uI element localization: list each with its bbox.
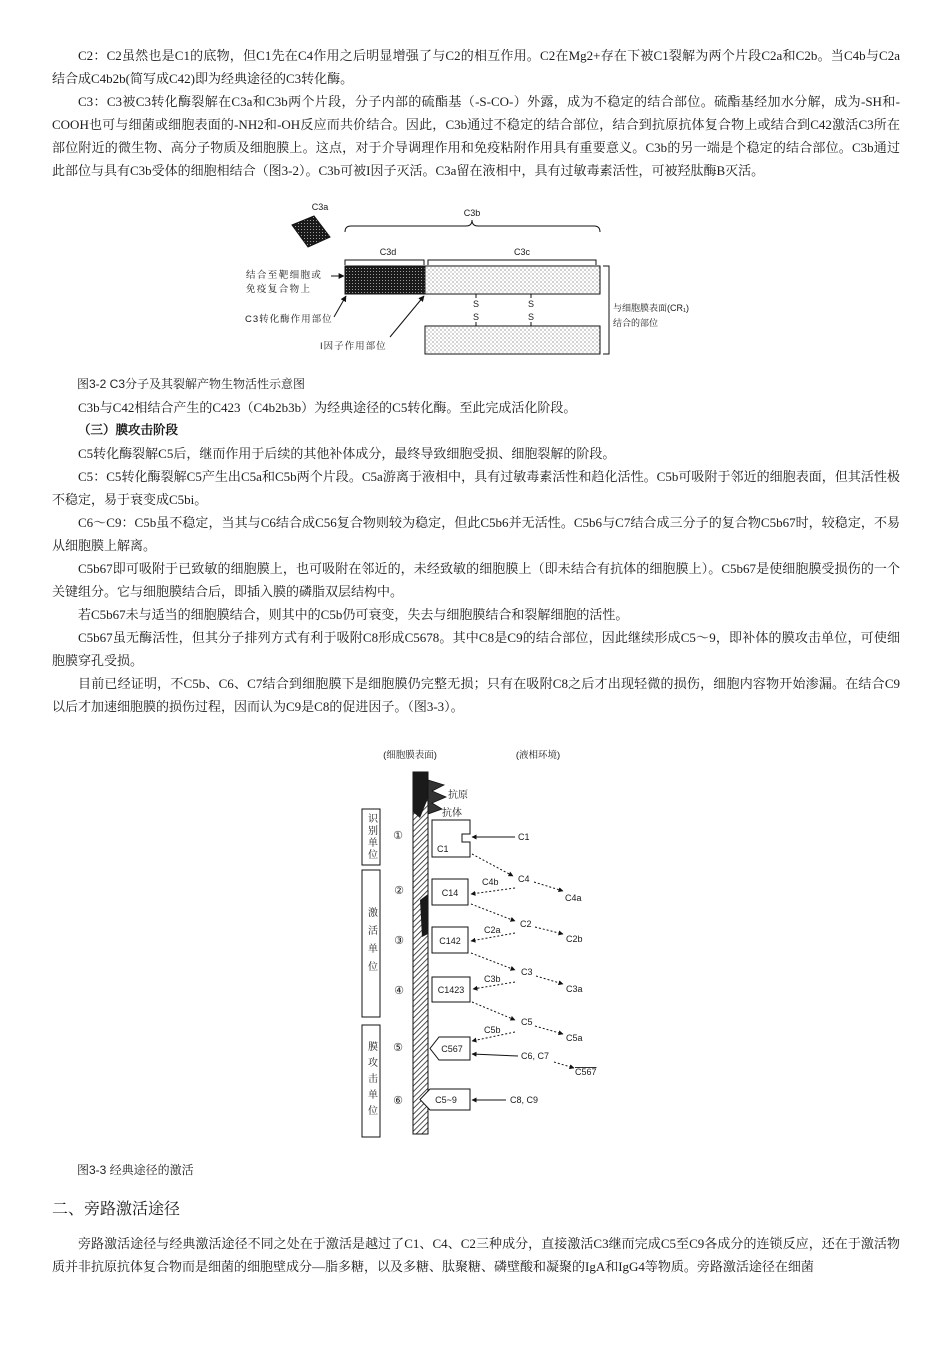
paragraph-c5b67-c8: C5b67虽无酶活性，但其分子排列方式有利于吸附C8形成C5678。其中C8是C9的结合部位，因此继续形成C5～9，即补体的膜攻击单位，可使细胞膜穿孔受损。 bbox=[52, 630, 900, 668]
c3a-fragment bbox=[292, 216, 330, 247]
c1-complex-label: C1 bbox=[437, 844, 449, 854]
disulfide-s-2a: S bbox=[527, 299, 535, 309]
step-5: ⑤ bbox=[393, 1042, 403, 1054]
disulfide-s-1a: S bbox=[472, 299, 480, 309]
paragraph-c5-convertase: C3b与C42相结合产生的C423（C4b2b3b）为经典途径的C5转化酶。至此完成活化阶段。 bbox=[78, 400, 577, 415]
heading-alternative-pathway: 二、旁路激活途径 bbox=[52, 1201, 181, 1218]
step-2: ② bbox=[394, 885, 404, 897]
c3a-fragment-label: C3a bbox=[566, 984, 583, 994]
paragraph-c2: C2：C2虽然也是C1的底物，但C1先在C4作用之后明显增强了与C2的相互作用。C2在Mg2+存在下被C1裂解为两个片段C2a和C2b。当C4b与C2a结合成C4b2b(简写成C42)即为经典途径的C3转化酶。 bbox=[52, 48, 900, 86]
c1-to-c4-arrow bbox=[472, 854, 513, 876]
membrane-attack-unit-label: 膜攻击单位 bbox=[365, 1041, 377, 1121]
c8-c9-input-label: C8, C9 bbox=[510, 1095, 539, 1105]
c2b-fragment-label: C2b bbox=[566, 934, 583, 944]
c3b-brace bbox=[345, 220, 600, 232]
target-binding-label-line1: 结合至靶细胞或 bbox=[246, 270, 323, 281]
fluid-phase-header: (液相环境) bbox=[515, 750, 561, 761]
c6-c7-input-label: C6, C7 bbox=[521, 1051, 550, 1061]
c142-to-c3-arrow bbox=[471, 953, 515, 970]
paragraph-c5b67-decay: 若C5b67未与适当的细胞膜结合，则其中的C5b仍可衰变，失去与细胞膜结合和裂解细胞的活性。 bbox=[78, 607, 629, 622]
disulfide-s-2b: S bbox=[527, 312, 535, 322]
figure-3-2-diagram bbox=[228, 189, 728, 373]
receptor-binding-label-line1: 与细胞膜表面(CR₁) bbox=[613, 303, 690, 313]
antigen-label: 抗原 bbox=[448, 790, 468, 801]
paragraph-evidence: 目前已经证明，不C5b、C6、C7结合到细胞膜下是细胞膜仍完整无损；只有在吸附C8之后才出现轻微的损伤，细胞内容物开始渗漏。在结合C9以后才加速细胞膜的损伤过程，因而认为C9是C8的促进因子。（图3-3）。 bbox=[52, 676, 900, 714]
c3d-bracket bbox=[345, 260, 424, 265]
receptor-binding-label-line2: 结合的部位 bbox=[613, 318, 659, 328]
c2-input-label: C2 bbox=[520, 919, 532, 929]
c1-input-label: C1 bbox=[518, 832, 530, 842]
antibody-label: 抗体 bbox=[442, 808, 462, 819]
step-6: ⑥ bbox=[393, 1095, 403, 1107]
membrane-surface-header: (细胞膜表面) bbox=[383, 750, 437, 761]
factor-i-site-label: I因子作用部位 bbox=[320, 341, 387, 352]
convertase-site-label: C3转化酶作用部位 bbox=[245, 314, 333, 325]
page-content bbox=[52, 44, 900, 1278]
c3d-label: C3d bbox=[379, 247, 397, 257]
paragraph-membrane-attack-intro: C5转化酶裂解C5后，继而作用于后续的其他补体成分，最终导致细胞受损、细胞裂解的阶段。 bbox=[78, 446, 616, 461]
c2-to-c2b-arrow bbox=[535, 927, 563, 934]
c3c-domain-bar bbox=[425, 266, 600, 294]
c6-c7-input-arrow bbox=[472, 1054, 518, 1056]
receptor-site-bracket bbox=[603, 266, 609, 354]
c14-to-c2-arrow bbox=[471, 904, 515, 921]
c4-input-label: C4 bbox=[518, 874, 530, 884]
heading-membrane-attack: （三）膜攻击阶段 bbox=[78, 423, 179, 437]
c1423-to-c5-arrow bbox=[472, 1002, 515, 1020]
paragraph-alternative-pathway: 旁路激活途径与经典激活途径不同之处在于激活是越过了C1、C4、C2三种成分，直接激活C3继而完成C5至C9各成分的连锁反应，还在于激活物质并非抗原抗体复合物而是细菌的细胞壁成分—脂多糖，以及多糖、肽聚糖、磷壁酸和凝聚的IgA和IgG4等物质。旁路激活途径在细菌 bbox=[52, 1236, 900, 1274]
target-binding-label-line2: 免疫复合物上 bbox=[246, 284, 312, 295]
c142-complex-label: C142 bbox=[439, 936, 461, 946]
paragraph-c3: C3：C3被C3转化酶裂解在C3a和C3b两个片段，分子内部的硫酯基（-S-CO-）外露，成为不稳定的结合部位。硫酯基经加水分解，成为-SH和-COOH也可与细菌或细胞表面的-NH2和-OH反应而共价结合。因此，C3b通过不稳定的结合部位，结合到抗原抗体复合物上或结合到C42激活C3所在部位附近的微生物、高分子物质及细胞膜上。这点，对于介导调理作用和免疫粘附作用具有重要意义。C3b的另一端是个稳定的结合部位。C3b通过此部位与具有C3b受体的细胞相结合（图3-2）。C3b可被I因子灭活。C3a留在液相中，具有过敏毒素活性，可被羟肽酶B灭活。 bbox=[52, 94, 900, 178]
c4b-binding-arrow bbox=[471, 888, 515, 894]
c3b-label: C3b bbox=[463, 208, 481, 218]
convertase-site-arrow bbox=[334, 296, 346, 317]
c3d-domain-bar bbox=[345, 266, 425, 294]
c5-input-label: C5 bbox=[521, 1017, 533, 1027]
paragraph-c5b67-adsorb: C5b67即可吸附于已致敏的细胞膜上，也可吸附在邻近的，未经致敏的细胞膜上（即未结合有抗体的细胞膜上）。C5b67是使细胞膜受损伤的一个关键组分。它与细胞膜结合后，即插入膜的磷脂双层结构中。 bbox=[52, 561, 900, 599]
step-4: ④ bbox=[394, 985, 404, 997]
c2a-fragment-label: C2a bbox=[484, 925, 501, 935]
activation-unit-label: 激活单位 bbox=[365, 907, 377, 979]
figure-3-2-caption: 图3-2 C3分子及其裂解产物生物活性示意图 bbox=[77, 377, 306, 391]
c4a-fragment-label: C4a bbox=[565, 893, 582, 903]
c14-complex-label: C14 bbox=[441, 888, 459, 898]
c5b-fragment-label: C5b bbox=[484, 1025, 501, 1035]
c5a-fragment-label: C5a bbox=[566, 1033, 583, 1043]
step-1: ① bbox=[393, 830, 403, 842]
figure-3-3-diagram bbox=[358, 722, 620, 1159]
c3a-label: C3a bbox=[311, 202, 329, 212]
c4-to-c4a-arrow bbox=[534, 882, 563, 891]
c5-9-complex-label: C5~9 bbox=[435, 1095, 457, 1105]
c4b-fragment-label: C4b bbox=[482, 877, 499, 887]
lower-chain-bar bbox=[425, 326, 600, 354]
factor-i-site-arrow bbox=[390, 296, 424, 337]
c3c-label: C3c bbox=[513, 247, 531, 257]
paragraph-c6-c9: C6～C9：C5b虽不稳定，当其与C6结合成C56复合物则较为稳定，但此C5b6并无活性。C5b6与C7结合成三分子的复合物C5b67时，较稳定，不易从细胞膜上解离。 bbox=[52, 515, 900, 553]
c567-free-label: C567 bbox=[575, 1067, 597, 1077]
figure-3-3-caption: 图3-3 经典途径的激活 bbox=[77, 1163, 194, 1177]
c567-complex-label: C567 bbox=[441, 1044, 463, 1054]
recognition-unit-label: 识别单位 bbox=[365, 813, 377, 861]
c3c-bracket bbox=[428, 260, 596, 265]
c3b-fragment-label: C3b bbox=[484, 974, 501, 984]
c5-to-c5a-arrow bbox=[535, 1026, 563, 1034]
c567-release-arrow bbox=[554, 1062, 574, 1068]
disulfide-s-1b: S bbox=[472, 312, 480, 322]
c3-to-c3a-arrow bbox=[536, 976, 563, 984]
step-3: ③ bbox=[394, 935, 404, 947]
c1423-complex-label: C1423 bbox=[437, 985, 465, 995]
cell-membrane bbox=[413, 772, 428, 1134]
paragraph-c5: C5：C5转化酶裂解C5产生出C5a和C5b两个片段。C5a游离于液相中，具有过敏毒素活性和趋化活性。C5b可吸附于邻近的细胞表面，但其活性极不稳定，易于衰变成C5bi。 bbox=[52, 469, 900, 507]
c3-input-label: C3 bbox=[521, 967, 533, 977]
